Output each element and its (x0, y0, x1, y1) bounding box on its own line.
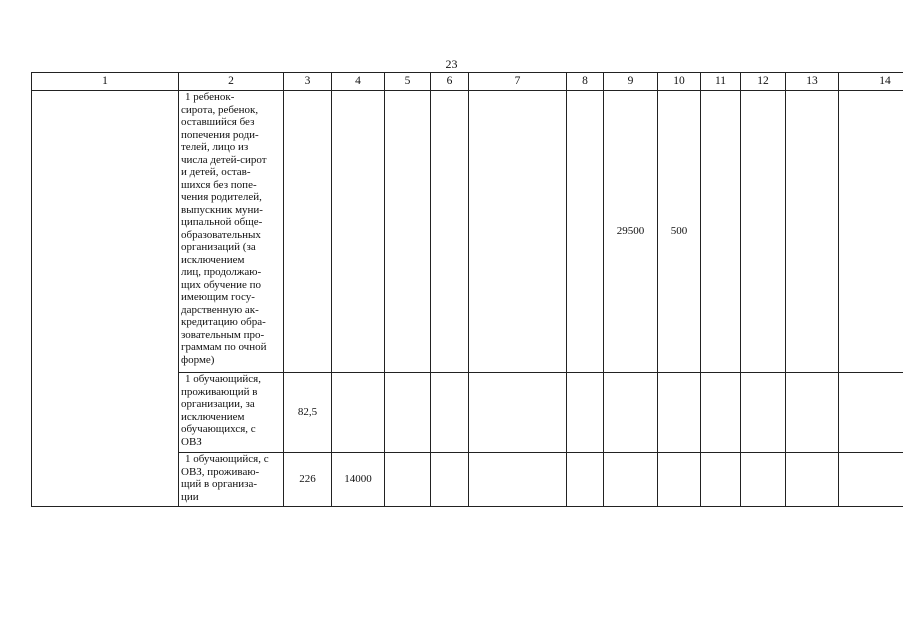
description-line: шихся без попе- (181, 178, 257, 191)
column-header: 1 (32, 73, 179, 91)
description-line: щих обучение по (181, 278, 261, 291)
description-line: оставшийся без (181, 116, 255, 128)
description-line: форме) (181, 353, 215, 366)
column-header: 4 (332, 73, 385, 91)
description-line: обучающихся, с (181, 423, 256, 435)
table-cell (385, 453, 431, 507)
table-cell (701, 373, 741, 453)
column-header: 2 (179, 73, 284, 91)
description-line: 1 ребенок- (185, 91, 235, 103)
description-line: кредитацию обра- (181, 316, 266, 328)
description-line: организации, за (181, 398, 255, 410)
table-cell (839, 373, 903, 453)
table-cell (839, 91, 903, 373)
table-cell (786, 453, 839, 507)
column-header: 11 (701, 73, 741, 91)
table-cell (786, 91, 839, 373)
description-line: и детей, остав- (181, 166, 251, 178)
row-description (179, 453, 284, 507)
column-header: 8 (567, 73, 604, 91)
description-line: ципальной обще- (181, 216, 263, 228)
description-line: образовательных (181, 228, 261, 241)
table-cell (741, 373, 786, 453)
table-cell (741, 91, 786, 373)
description-line: исключением (181, 253, 245, 266)
table-cell (604, 453, 658, 507)
table-cell (332, 373, 385, 453)
table-cell (567, 453, 604, 507)
description-line: телей, лицо из (181, 141, 249, 153)
description-line: зовательным про- (181, 328, 265, 341)
description-line: граммам по очной (181, 341, 267, 353)
row-description (179, 373, 284, 453)
description-line: ОВЗ (181, 435, 202, 448)
description-line: имеющим госу- (181, 291, 255, 303)
table-cell (385, 373, 431, 453)
table-cell (839, 453, 903, 507)
description-line: проживающий в (181, 385, 258, 398)
column-header: 7 (469, 73, 567, 91)
table-cell (604, 373, 658, 453)
table-cell (701, 453, 741, 507)
table-cell: 29500 (604, 91, 658, 373)
column-header: 6 (431, 73, 469, 91)
table-row (32, 91, 903, 373)
table-cell (786, 373, 839, 453)
table-cell (567, 373, 604, 453)
table-cell (284, 91, 332, 373)
table-cell (431, 453, 469, 507)
data-table (31, 72, 903, 507)
row-description (179, 91, 284, 373)
column-header: 10 (658, 73, 701, 91)
table-cell (658, 453, 701, 507)
table-cell (741, 453, 786, 507)
table-cell (469, 453, 567, 507)
description-line: ции (181, 490, 199, 503)
description-line: выпускник муни- (181, 203, 263, 216)
table-cell (658, 373, 701, 453)
merged-first-column-cell (32, 91, 179, 507)
table-cell: 82,5 (284, 373, 332, 453)
table-cell (701, 91, 741, 373)
description-line: сирота, ребенок, (181, 103, 259, 116)
description-line: ОВЗ, проживаю- (181, 465, 260, 478)
description-line: организаций (за (181, 241, 256, 253)
table-cell (469, 91, 567, 373)
column-header: 14 (839, 73, 903, 91)
column-header: 5 (385, 73, 431, 91)
table-cell (332, 91, 385, 373)
column-header: 13 (786, 73, 839, 91)
table-cell (567, 91, 604, 373)
column-header: 9 (604, 73, 658, 91)
table-cell: 14000 (332, 453, 385, 507)
table-cell: 500 (658, 91, 701, 373)
table-cell (469, 373, 567, 453)
table-cell (431, 91, 469, 373)
table-cell: 226 (284, 453, 332, 507)
description-line: щий в организа- (181, 478, 257, 490)
description-line: 1 обучающийся, (185, 373, 261, 385)
page-number: 23 (445, 57, 458, 71)
table-cell (385, 91, 431, 373)
description-line: дарственную ак- (181, 303, 259, 316)
column-number-row (32, 73, 903, 91)
column-header: 12 (741, 73, 786, 91)
description-line: 1 обучающийся, с (185, 453, 269, 465)
table-cell (431, 373, 469, 453)
description-line: числа детей-сирот (181, 153, 267, 166)
description-line: чения родителей, (181, 191, 262, 203)
column-header: 3 (284, 73, 332, 91)
description-line: исключением (181, 410, 245, 423)
description-line: лиц, продолжаю- (181, 266, 262, 278)
description-line: попечения роди- (181, 128, 259, 141)
